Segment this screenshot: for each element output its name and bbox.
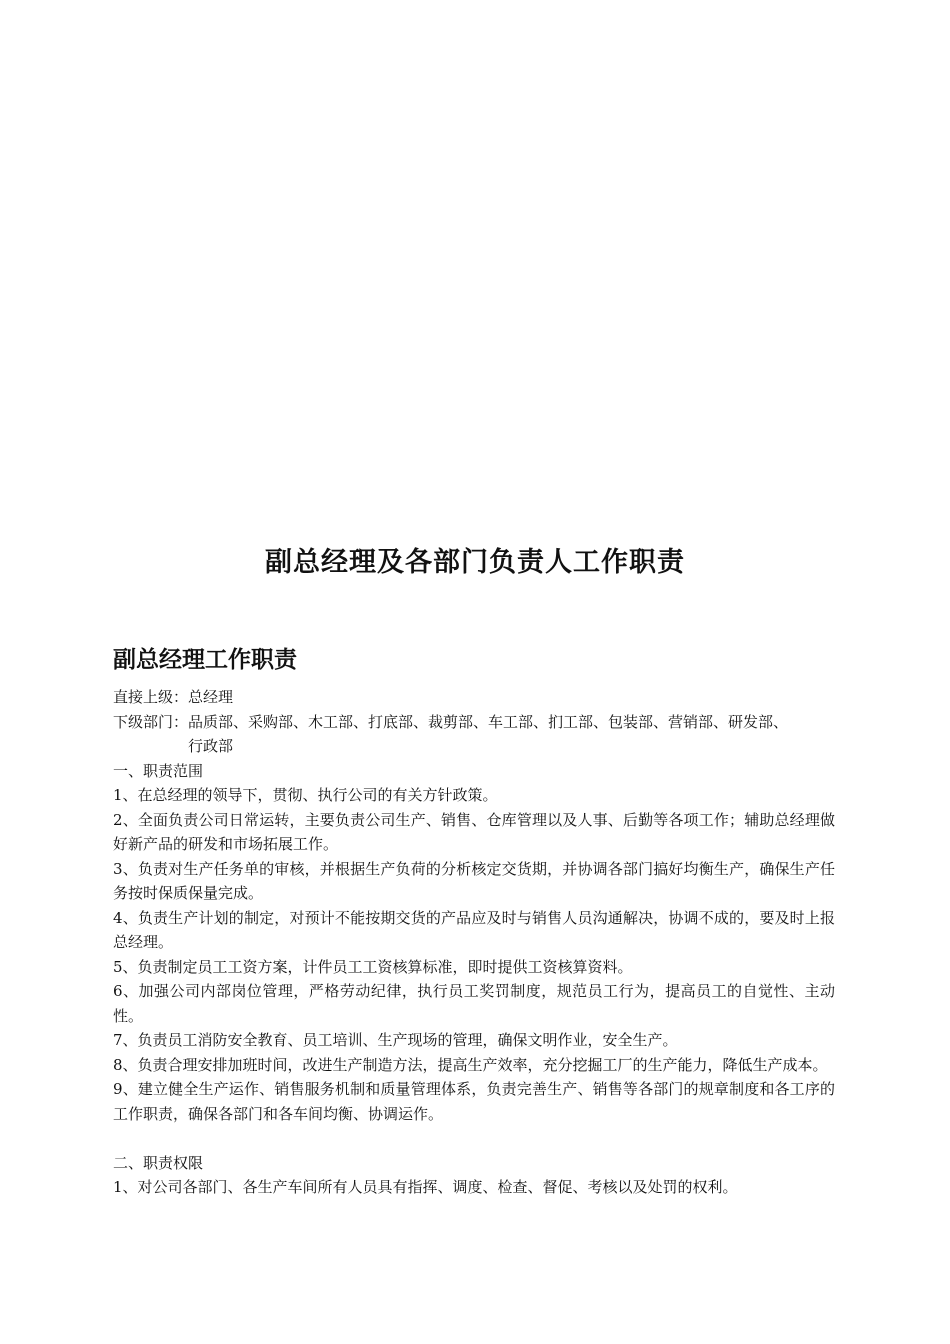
scope-item: 8、负责合理安排加班时间，改进生产制造方法，提高生产效率，充分挖掘工厂的生产能力，降低生产成本。 xyxy=(113,1055,828,1074)
section-deputy-gm xyxy=(113,643,835,1200)
subordinates-row xyxy=(113,710,835,759)
subordinates-label: 下级部门： xyxy=(113,712,189,731)
scope-item: 1、在总经理的领导下，贯彻、执行公司的有关方针政策。 xyxy=(113,786,498,804)
authority-item: 1、对公司各部门、各生产车间所有人员具有指挥、调度、检查、督促、考核以及处罚的权利。 xyxy=(113,1178,738,1196)
superior-row xyxy=(113,685,835,710)
spacer xyxy=(113,1126,835,1151)
scope-item: 3、负责对生产任务单的审核，并根据生产负荷的分析核定交货期，并协调各部门搞好均衡生产，确保生产任务按时保质保量完成。 xyxy=(113,859,835,902)
scope-item: 4、负责生产计划的制定，对预计不能按期交货的产品应及时与销售人员沟通解决，协调不成的，要及时上报总经理。 xyxy=(113,908,835,951)
scope-item: 9、建立健全生产运作、销售服务机制和质量管理体系，负责完善生产、销售等各部门的规章制度和各工序的工作职责，确保各部门和各车间均衡、协调运作。 xyxy=(113,1080,835,1123)
subordinates-value: 品质部、采购部、木工部、打底部、裁剪部、车工部、扪工部、包装部、营销部、研发部、行政部 xyxy=(188,712,789,755)
scope-item: 2、全面负责公司日常运转，主要负责公司生产、销售、仓库管理以及人事、后勤等各项工作；辅助总经理做好新产品的研发和市场拓展工作。 xyxy=(113,810,835,853)
scope-item: 5、负责制定员工工资方案，计件员工工资核算标准，即时提供工资核算资料。 xyxy=(113,957,633,976)
document-title: 副总经理及各部门负责人工作职责 xyxy=(265,547,685,578)
authority-heading: 二、职责权限 xyxy=(113,1153,204,1172)
scope-item: 6、加强公司内部岗位管理，严格劳动纪律，执行员工奖罚制度，规范员工行为，提高员工的自觉性、主动性。 xyxy=(113,982,835,1025)
scope-item: 7、负责员工消防安全教育、员工培训、生产现场的管理，确保文明作业，安全生产。 xyxy=(113,1031,678,1049)
superior-value: 总经理 xyxy=(188,688,234,706)
scope-heading: 一、职责范围 xyxy=(113,761,204,780)
superior-label: 直接上级： xyxy=(113,688,189,706)
section-title: 副总经理工作职责 xyxy=(113,647,297,673)
